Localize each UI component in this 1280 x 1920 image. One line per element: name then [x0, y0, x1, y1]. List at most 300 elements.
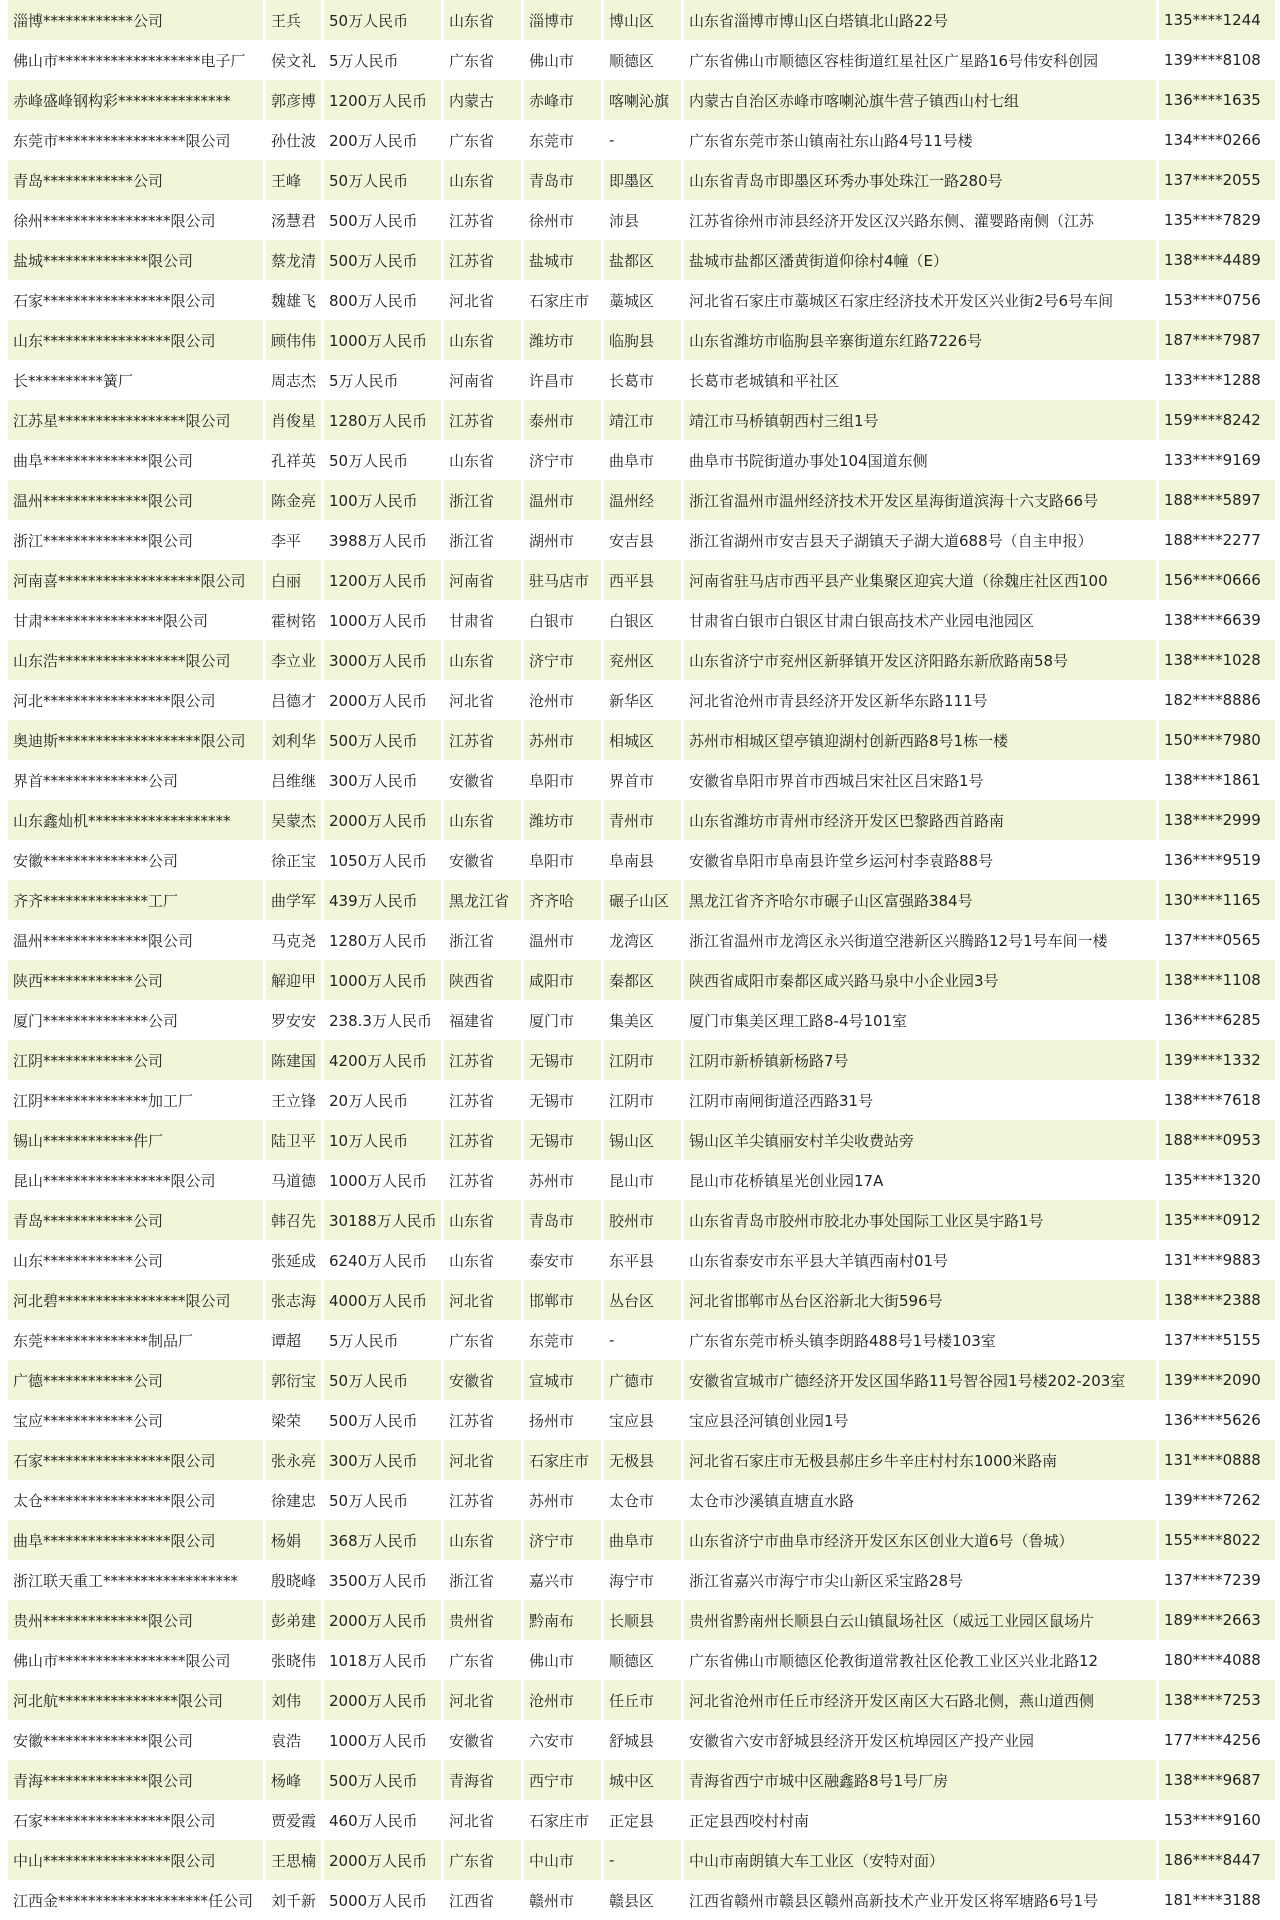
province-cell: 浙江省: [444, 480, 521, 520]
province-cell: 安徽省: [444, 760, 521, 800]
table-row: [8, 560, 1275, 600]
table-row: [8, 1400, 1275, 1440]
company-name-cell: 河北碧*****************限公司: [8, 1280, 263, 1320]
city-cell: 东莞市: [524, 120, 601, 160]
company-name-cell: 佛山市*****************限公司: [8, 1640, 263, 1680]
phone-cell: 137****2055: [1159, 160, 1275, 200]
phone-cell: 150****7980: [1159, 720, 1275, 760]
city-cell: 苏州市: [524, 720, 601, 760]
table-row: [8, 1720, 1275, 1760]
legal-person-cell: 谭超: [266, 1320, 321, 1360]
province-cell: 山东省: [444, 800, 521, 840]
province-cell: 山东省: [444, 1240, 521, 1280]
company-name-cell: 赤峰盛峰钢构彩***************: [8, 80, 263, 120]
company-name-cell: 徐州*****************限公司: [8, 200, 263, 240]
table-body: [8, 0, 1275, 1920]
registered-capital-cell: 368万人民币: [324, 1520, 441, 1560]
registered-capital-cell: 50万人民币: [324, 440, 441, 480]
phone-cell: 189****2663: [1159, 1600, 1275, 1640]
phone-cell: 182****8886: [1159, 680, 1275, 720]
province-cell: 广东省: [444, 1640, 521, 1680]
legal-person-cell: 侯文礼: [266, 40, 321, 80]
district-cell: 青州市: [604, 800, 681, 840]
legal-person-cell: 梁荣: [266, 1400, 321, 1440]
city-cell: 厦门市: [524, 1000, 601, 1040]
table-row: [8, 920, 1275, 960]
district-cell: 即墨区: [604, 160, 681, 200]
table-row: [8, 1800, 1275, 1840]
city-cell: 赣州市: [524, 1880, 601, 1920]
table-row: [8, 960, 1275, 1000]
district-cell: 任丘市: [604, 1680, 681, 1720]
district-cell: 丛台区: [604, 1280, 681, 1320]
legal-person-cell: 陆卫平: [266, 1120, 321, 1160]
company-name-cell: 石家*****************限公司: [8, 1800, 263, 1840]
city-cell: 西宁市: [524, 1760, 601, 1800]
district-cell: 宝应县: [604, 1400, 681, 1440]
registered-capital-cell: 2000万人民币: [324, 1680, 441, 1720]
table-row: [8, 520, 1275, 560]
registered-capital-cell: 1000万人民币: [324, 320, 441, 360]
phone-cell: 188****5897: [1159, 480, 1275, 520]
phone-cell: 153****0756: [1159, 280, 1275, 320]
table-row: [8, 1760, 1275, 1800]
city-cell: 嘉兴市: [524, 1560, 601, 1600]
district-cell: 顺德区: [604, 40, 681, 80]
company-name-cell: 安徽**************公司: [8, 840, 263, 880]
phone-cell: 156****0666: [1159, 560, 1275, 600]
phone-cell: 133****9169: [1159, 440, 1275, 480]
city-cell: 白银市: [524, 600, 601, 640]
city-cell: 盐城市: [524, 240, 601, 280]
registered-capital-cell: 1280万人民币: [324, 400, 441, 440]
district-cell: 碾子山区: [604, 880, 681, 920]
legal-person-cell: 陈金亮: [266, 480, 321, 520]
legal-person-cell: 王峰: [266, 160, 321, 200]
district-cell: 盐都区: [604, 240, 681, 280]
address-cell: 贵州省黔南州长顺县白云山镇鼠场社区（威远工业园区鼠场片: [684, 1600, 1156, 1640]
legal-person-cell: 王兵: [266, 0, 321, 40]
company-name-cell: 盐城**************限公司: [8, 240, 263, 280]
address-cell: 山东省泰安市东平县大羊镇西南村01号: [684, 1240, 1156, 1280]
district-cell: 正定县: [604, 1800, 681, 1840]
legal-person-cell: 王思楠: [266, 1840, 321, 1880]
address-cell: 黑龙江省齐齐哈尔市碾子山区富强路384号: [684, 880, 1156, 920]
legal-person-cell: 魏雄飞: [266, 280, 321, 320]
district-cell: 长顺县: [604, 1600, 681, 1640]
address-cell: 安徽省阜阳市阜南县许堂乡运河村李袁路88号: [684, 840, 1156, 880]
company-name-cell: 佛山市*******************电子厂: [8, 40, 263, 80]
city-cell: 温州市: [524, 920, 601, 960]
registered-capital-cell: 5000万人民币: [324, 1880, 441, 1920]
district-cell: 喀喇沁旗: [604, 80, 681, 120]
district-cell: 曲阜市: [604, 1520, 681, 1560]
phone-cell: 137****0565: [1159, 920, 1275, 960]
district-cell: 东平县: [604, 1240, 681, 1280]
company-table-container: [5, 0, 1275, 1920]
company-name-cell: 石家*****************限公司: [8, 280, 263, 320]
table-row: [8, 880, 1275, 920]
registered-capital-cell: 439万人民币: [324, 880, 441, 920]
province-cell: 河北省: [444, 280, 521, 320]
legal-person-cell: 曲学军: [266, 880, 321, 920]
address-cell: 山东省潍坊市临朐县辛寨街道东红路7226号: [684, 320, 1156, 360]
province-cell: 江苏省: [444, 200, 521, 240]
table-row: [8, 1320, 1275, 1360]
district-cell: 江阴市: [604, 1080, 681, 1120]
address-cell: 河北省石家庄市无极县郝庄乡牛辛庄村村东1000米路南: [684, 1440, 1156, 1480]
company-name-cell: 青海**************限公司: [8, 1760, 263, 1800]
registered-capital-cell: 500万人民币: [324, 1400, 441, 1440]
company-name-cell: 山东浩*****************限公司: [8, 640, 263, 680]
city-cell: 青岛市: [524, 160, 601, 200]
province-cell: 福建省: [444, 1000, 521, 1040]
district-cell: 博山区: [604, 0, 681, 40]
legal-person-cell: 陈建国: [266, 1040, 321, 1080]
province-cell: 江苏省: [444, 1040, 521, 1080]
table-row: [8, 1120, 1275, 1160]
legal-person-cell: 郭衍宝: [266, 1360, 321, 1400]
district-cell: 海宁市: [604, 1560, 681, 1600]
district-cell: 江阴市: [604, 1040, 681, 1080]
address-cell: 山东省济宁市兖州区新驿镇开发区济阳路东新欣路南58号: [684, 640, 1156, 680]
registered-capital-cell: 1050万人民币: [324, 840, 441, 880]
legal-person-cell: 蔡龙清: [266, 240, 321, 280]
registered-capital-cell: 100万人民币: [324, 480, 441, 520]
district-cell: 广德市: [604, 1360, 681, 1400]
address-cell: 苏州市相城区望亭镇迎湖村创新西路8号1栋一楼: [684, 720, 1156, 760]
city-cell: 潍坊市: [524, 800, 601, 840]
legal-person-cell: 殷晓峰: [266, 1560, 321, 1600]
company-name-cell: 广德************公司: [8, 1360, 263, 1400]
registered-capital-cell: 800万人民币: [324, 280, 441, 320]
district-cell: 赣县区: [604, 1880, 681, 1920]
address-cell: 山东省潍坊市青州市经济开发区巴黎路西首路南: [684, 800, 1156, 840]
province-cell: 陕西省: [444, 960, 521, 1000]
legal-person-cell: 李立业: [266, 640, 321, 680]
address-cell: 广东省东莞市茶山镇南社东山路4号11号楼: [684, 120, 1156, 160]
city-cell: 石家庄市: [524, 280, 601, 320]
company-name-cell: 太仓*****************限公司: [8, 1480, 263, 1520]
registered-capital-cell: 2000万人民币: [324, 800, 441, 840]
legal-person-cell: 杨娟: [266, 1520, 321, 1560]
registered-capital-cell: 1280万人民币: [324, 920, 441, 960]
table-row: [8, 1520, 1275, 1560]
district-cell: 藁城区: [604, 280, 681, 320]
province-cell: 安徽省: [444, 1720, 521, 1760]
registered-capital-cell: 500万人民币: [324, 240, 441, 280]
table-row: [8, 400, 1275, 440]
registered-capital-cell: 500万人民币: [324, 720, 441, 760]
province-cell: 贵州省: [444, 1600, 521, 1640]
table-row: [8, 1160, 1275, 1200]
address-cell: 靖江市马桥镇朝西村三组1号: [684, 400, 1156, 440]
company-name-cell: 东莞**************制品厂: [8, 1320, 263, 1360]
legal-person-cell: 刘千新: [266, 1880, 321, 1920]
city-cell: 泰安市: [524, 1240, 601, 1280]
phone-cell: 139****8108: [1159, 40, 1275, 80]
phone-cell: 137****7239: [1159, 1560, 1275, 1600]
city-cell: 青岛市: [524, 1200, 601, 1240]
table-row: [8, 1560, 1275, 1600]
company-name-cell: 锡山************件厂: [8, 1120, 263, 1160]
province-cell: 山东省: [444, 640, 521, 680]
address-cell: 江苏省徐州市沛县经济开发区汉兴路东侧、灌婴路南侧（江苏: [684, 200, 1156, 240]
table-row: [8, 280, 1275, 320]
table-row: [8, 480, 1275, 520]
district-cell: 胶州市: [604, 1200, 681, 1240]
phone-cell: 131****0888: [1159, 1440, 1275, 1480]
table-row: [8, 720, 1275, 760]
city-cell: 石家庄市: [524, 1440, 601, 1480]
district-cell: -: [604, 1320, 681, 1360]
district-cell: 秦都区: [604, 960, 681, 1000]
table-row: [8, 80, 1275, 120]
province-cell: 河北省: [444, 680, 521, 720]
district-cell: 曲阜市: [604, 440, 681, 480]
registered-capital-cell: 2000万人民币: [324, 1600, 441, 1640]
registered-capital-cell: 238.3万人民币: [324, 1000, 441, 1040]
district-cell: 临朐县: [604, 320, 681, 360]
phone-cell: 138****1108: [1159, 960, 1275, 1000]
phone-cell: 181****3188: [1159, 1880, 1275, 1920]
province-cell: 江苏省: [444, 240, 521, 280]
table-row: [8, 840, 1275, 880]
district-cell: 舒城县: [604, 1720, 681, 1760]
table-row: [8, 1640, 1275, 1680]
registered-capital-cell: 3500万人民币: [324, 1560, 441, 1600]
table-row: [8, 1440, 1275, 1480]
registered-capital-cell: 50万人民币: [324, 1480, 441, 1520]
address-cell: 锡山区羊尖镇丽安村羊尖收费站旁: [684, 1120, 1156, 1160]
legal-person-cell: 张晓伟: [266, 1640, 321, 1680]
city-cell: 齐齐哈: [524, 880, 601, 920]
province-cell: 广东省: [444, 120, 521, 160]
city-cell: 扬州市: [524, 1400, 601, 1440]
company-name-cell: 江苏星*****************限公司: [8, 400, 263, 440]
phone-cell: 135****7829: [1159, 200, 1275, 240]
phone-cell: 138****7253: [1159, 1680, 1275, 1720]
phone-cell: 136****6285: [1159, 1000, 1275, 1040]
city-cell: 宣城市: [524, 1360, 601, 1400]
registered-capital-cell: 50万人民币: [324, 160, 441, 200]
phone-cell: 130****1165: [1159, 880, 1275, 920]
city-cell: 无锡市: [524, 1120, 601, 1160]
province-cell: 江苏省: [444, 1080, 521, 1120]
table-row: [8, 680, 1275, 720]
province-cell: 江苏省: [444, 400, 521, 440]
district-cell: 阜南县: [604, 840, 681, 880]
company-name-cell: 厦门**************公司: [8, 1000, 263, 1040]
table-row: [8, 1240, 1275, 1280]
city-cell: 潍坊市: [524, 320, 601, 360]
city-cell: 阜阳市: [524, 760, 601, 800]
legal-person-cell: 顾伟伟: [266, 320, 321, 360]
province-cell: 山东省: [444, 320, 521, 360]
registered-capital-cell: 30188万人民币: [324, 1200, 441, 1240]
district-cell: 西平县: [604, 560, 681, 600]
registered-capital-cell: 4000万人民币: [324, 1280, 441, 1320]
address-cell: 山东省青岛市胶州市胶北办事处国际工业区昊宇路1号: [684, 1200, 1156, 1240]
address-cell: 长葛市老城镇和平社区: [684, 360, 1156, 400]
phone-cell: 138****9687: [1159, 1760, 1275, 1800]
legal-person-cell: 周志杰: [266, 360, 321, 400]
company-name-cell: 曲阜*****************限公司: [8, 1520, 263, 1560]
legal-person-cell: 解迎甲: [266, 960, 321, 1000]
city-cell: 沧州市: [524, 1680, 601, 1720]
province-cell: 江苏省: [444, 1160, 521, 1200]
registered-capital-cell: 1000万人民币: [324, 1160, 441, 1200]
registered-capital-cell: 1000万人民币: [324, 960, 441, 1000]
table-row: [8, 1080, 1275, 1120]
registered-capital-cell: 4200万人民币: [324, 1040, 441, 1080]
city-cell: 咸阳市: [524, 960, 601, 1000]
company-name-cell: 江阴**************加工厂: [8, 1080, 263, 1120]
province-cell: 河南省: [444, 560, 521, 600]
province-cell: 河北省: [444, 1440, 521, 1480]
phone-cell: 155****8022: [1159, 1520, 1275, 1560]
company-name-cell: 青岛************公司: [8, 160, 263, 200]
company-name-cell: 长**********簧厂: [8, 360, 263, 400]
city-cell: 湖州市: [524, 520, 601, 560]
address-cell: 广东省佛山市顺德区伦教街道常教社区伦教工业区兴业北路12: [684, 1640, 1156, 1680]
company-name-cell: 界首**************公司: [8, 760, 263, 800]
legal-person-cell: 王立锋: [266, 1080, 321, 1120]
district-cell: 城中区: [604, 1760, 681, 1800]
registered-capital-cell: 5万人民币: [324, 1320, 441, 1360]
address-cell: 甘肃省白银市白银区甘肃白银高技术产业园电池园区: [684, 600, 1156, 640]
address-cell: 盐城市盐都区潘黄街道仰徐村4幢（E）: [684, 240, 1156, 280]
registered-capital-cell: 3000万人民币: [324, 640, 441, 680]
company-name-cell: 浙江**************限公司: [8, 520, 263, 560]
province-cell: 广东省: [444, 1840, 521, 1880]
city-cell: 温州市: [524, 480, 601, 520]
province-cell: 河北省: [444, 1680, 521, 1720]
city-cell: 苏州市: [524, 1160, 601, 1200]
address-cell: 浙江省湖州市安吉县天子湖镇天子湖大道688号（自主申报）: [684, 520, 1156, 560]
province-cell: 江西省: [444, 1880, 521, 1920]
registered-capital-cell: 2000万人民币: [324, 1840, 441, 1880]
legal-person-cell: 徐正宝: [266, 840, 321, 880]
table-row: [8, 1880, 1275, 1920]
company-name-cell: 江西金********************任公司: [8, 1880, 263, 1920]
phone-cell: 188****0953: [1159, 1120, 1275, 1160]
district-cell: 新华区: [604, 680, 681, 720]
address-cell: 河北省石家庄市藁城区石家庄经济技术开发区兴业街2号6号车间: [684, 280, 1156, 320]
district-cell: 界首市: [604, 760, 681, 800]
company-name-cell: 浙江联天重工******************: [8, 1560, 263, 1600]
district-cell: 集美区: [604, 1000, 681, 1040]
company-name-cell: 东莞市*****************限公司: [8, 120, 263, 160]
company-name-cell: 曲阜**************限公司: [8, 440, 263, 480]
registered-capital-cell: 1200万人民币: [324, 560, 441, 600]
city-cell: 东莞市: [524, 1320, 601, 1360]
phone-cell: 133****1288: [1159, 360, 1275, 400]
phone-cell: 139****1332: [1159, 1040, 1275, 1080]
table-row: [8, 1480, 1275, 1520]
phone-cell: 138****6639: [1159, 600, 1275, 640]
district-cell: 昆山市: [604, 1160, 681, 1200]
legal-person-cell: 袁浩: [266, 1720, 321, 1760]
legal-person-cell: 白丽: [266, 560, 321, 600]
table-row: [8, 1200, 1275, 1240]
registered-capital-cell: 500万人民币: [324, 1760, 441, 1800]
district-cell: 沛县: [604, 200, 681, 240]
district-cell: 太仓市: [604, 1480, 681, 1520]
district-cell: 锡山区: [604, 1120, 681, 1160]
legal-person-cell: 吕维继: [266, 760, 321, 800]
phone-cell: 136****9519: [1159, 840, 1275, 880]
address-cell: 安徽省六安市舒城县经济开发区杭埠园区产投产业园: [684, 1720, 1156, 1760]
province-cell: 江苏省: [444, 1400, 521, 1440]
table-row: [8, 1600, 1275, 1640]
address-cell: 河北省邯郸市丛台区浴新北大街596号: [684, 1280, 1156, 1320]
address-cell: 陕西省咸阳市秦都区咸兴路马泉中小企业园3号: [684, 960, 1156, 1000]
city-cell: 佛山市: [524, 40, 601, 80]
legal-person-cell: 张志海: [266, 1280, 321, 1320]
registered-capital-cell: 460万人民币: [324, 1800, 441, 1840]
phone-cell: 135****0912: [1159, 1200, 1275, 1240]
legal-person-cell: 徐建忠: [266, 1480, 321, 1520]
company-name-cell: 河南喜*******************限公司: [8, 560, 263, 600]
legal-person-cell: 李平: [266, 520, 321, 560]
phone-cell: 138****4489: [1159, 240, 1275, 280]
province-cell: 甘肃省: [444, 600, 521, 640]
phone-cell: 186****8447: [1159, 1840, 1275, 1880]
legal-person-cell: 马克尧: [266, 920, 321, 960]
district-cell: 温州经: [604, 480, 681, 520]
table-row: [8, 1680, 1275, 1720]
district-cell: 兖州区: [604, 640, 681, 680]
registered-capital-cell: 5万人民币: [324, 360, 441, 400]
district-cell: 无极县: [604, 1440, 681, 1480]
company-name-cell: 山东*****************限公司: [8, 320, 263, 360]
district-cell: -: [604, 1840, 681, 1880]
phone-cell: 131****9883: [1159, 1240, 1275, 1280]
city-cell: 济宁市: [524, 640, 601, 680]
district-cell: 靖江市: [604, 400, 681, 440]
province-cell: 青海省: [444, 1760, 521, 1800]
table-row: [8, 440, 1275, 480]
district-cell: -: [604, 120, 681, 160]
legal-person-cell: 杨峰: [266, 1760, 321, 1800]
registered-capital-cell: 20万人民币: [324, 1080, 441, 1120]
province-cell: 浙江省: [444, 920, 521, 960]
phone-cell: 138****7618: [1159, 1080, 1275, 1120]
district-cell: 龙湾区: [604, 920, 681, 960]
legal-person-cell: 孔祥英: [266, 440, 321, 480]
city-cell: 六安市: [524, 1720, 601, 1760]
table-row: [8, 0, 1275, 40]
table-row: [8, 320, 1275, 360]
company-name-cell: 齐齐**************工厂: [8, 880, 263, 920]
phone-cell: 187****7987: [1159, 320, 1275, 360]
address-cell: 浙江省温州市龙湾区永兴街道空港新区兴腾路12号1号车间一楼: [684, 920, 1156, 960]
address-cell: 曲阜市书院街道办事处104国道东侧: [684, 440, 1156, 480]
address-cell: 河北省沧州市青县经济开发区新华东路111号: [684, 680, 1156, 720]
phone-cell: 180****4088: [1159, 1640, 1275, 1680]
address-cell: 太仓市沙溪镇直塘直水路: [684, 1480, 1156, 1520]
table-row: [8, 600, 1275, 640]
phone-cell: 138****1028: [1159, 640, 1275, 680]
company-name-cell: 江阴************公司: [8, 1040, 263, 1080]
registered-capital-cell: 1000万人民币: [324, 1720, 441, 1760]
phone-cell: 159****8242: [1159, 400, 1275, 440]
phone-cell: 135****1244: [1159, 0, 1275, 40]
province-cell: 山东省: [444, 1520, 521, 1560]
legal-person-cell: 彭弟建: [266, 1600, 321, 1640]
table-row: [8, 1280, 1275, 1320]
